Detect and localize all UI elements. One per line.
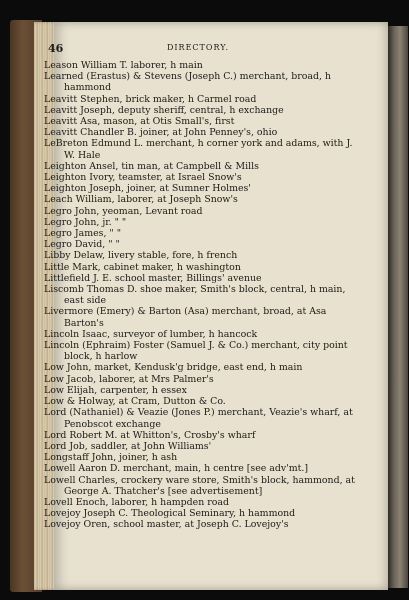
directory-entry: Leavitt Chandler B. joiner, at John Penney's, ohio <box>44 127 278 139</box>
page-header-title: DIRECTORY. <box>166 43 230 52</box>
directory-entry: LeBreton Edmund L. merchant, h corner york and adams, with J. W. Hale <box>44 138 353 161</box>
directory-entry: Little Mark, cabinet maker, h washington <box>44 261 241 273</box>
directory-entry: Livermore (Emery) & Barton (Asa) merchant, broad, at Asa Barton's <box>44 306 327 329</box>
directory-entry: Lord Job, saddler, at John Williams' <box>44 440 212 452</box>
directory-entry: Leavitt Stephen, brick maker, h Carmel road <box>44 93 257 105</box>
directory-entry: Libby Delaw, livery stable, fore, h french <box>44 250 238 262</box>
directory-entry: Lincoln Isaac, surveyor of lumber, h hancock <box>44 328 258 340</box>
directory-entry: Lincoln (Ephraim) Foster (Samuel J. & Co.) merchant, city point block, h harlow <box>44 340 348 363</box>
directory-entry: Leighton Ansel, tin man, at Campbell & Mills <box>44 160 259 172</box>
directory-entries <box>44 60 362 531</box>
directory-entry: Lowell Aaron D. merchant, main, h centre [see adv'mt.] <box>44 463 309 475</box>
book-gutter <box>388 26 408 588</box>
directory-entry: Low John, market, Kendusk'g bridge, east end, h main <box>44 362 303 374</box>
directory-entry: Low Elijah, carpenter, h essex <box>44 384 187 396</box>
page-number: 46 <box>48 42 64 55</box>
directory-entry: Low & Holway, at Cram, Dutton & Co. <box>44 396 226 408</box>
directory-entry: Leavitt Joseph, deputy sheriff, central, h exchange <box>44 104 284 116</box>
directory-entry: Legro John, jr. " " <box>44 216 127 228</box>
directory-entry: Leach William, laborer, at Joseph Snow's <box>44 194 238 206</box>
directory-entry: Learned (Erastus) & Stevens (Joseph C.) merchant, broad, h hammond <box>44 71 331 94</box>
directory-entry: Longstaff John, joiner, h ash <box>44 452 178 464</box>
directory-entry: Legro James, " " <box>44 228 122 240</box>
directory-entry: Liscomb Thomas D. shoe maker, Smith's block, central, h main, east side <box>44 284 346 307</box>
directory-entry: Low Jacob, laborer, at Mrs Palmer's <box>44 373 214 385</box>
directory-entry: Leavitt Asa, mason, at Otis Small's, first <box>44 116 235 128</box>
running-head <box>48 42 348 56</box>
directory-entry: Lovell Enoch, laborer, h hampden road <box>44 496 229 508</box>
directory-entry: Lord (Nathaniel) & Veazie (Jones P.) merchant, Veazie's wharf, at Penobscot exchange <box>44 407 353 430</box>
directory-entry: Lowell Charles, crockery ware store, Smith's block, hammond, at George A. Thatcher's [see advertisement] <box>44 474 355 497</box>
directory-entry: Leighton Ivory, teamster, at Israel Snow's <box>44 172 242 184</box>
directory-entry: Lovejoy Joseph C. Theological Seminary, h hammond <box>44 508 296 520</box>
directory-entry: Littlefield J. E. school master, Billings' avenue <box>44 272 262 284</box>
directory-entry: Lovejoy Oren, school master, at Joseph C. Lovejoy's <box>44 519 289 531</box>
directory-entry: Legro David, " " <box>44 239 120 251</box>
directory-entry: Leighton Joseph, joiner, at Sumner Holmes' <box>44 183 251 195</box>
directory-entry: Lord Robert M. at Whitton's, Crosby's wharf <box>44 429 256 441</box>
directory-entry: Legro John, yeoman, Levant road <box>44 205 203 217</box>
directory-entry: Leason William T. laborer, h main <box>44 60 203 71</box>
